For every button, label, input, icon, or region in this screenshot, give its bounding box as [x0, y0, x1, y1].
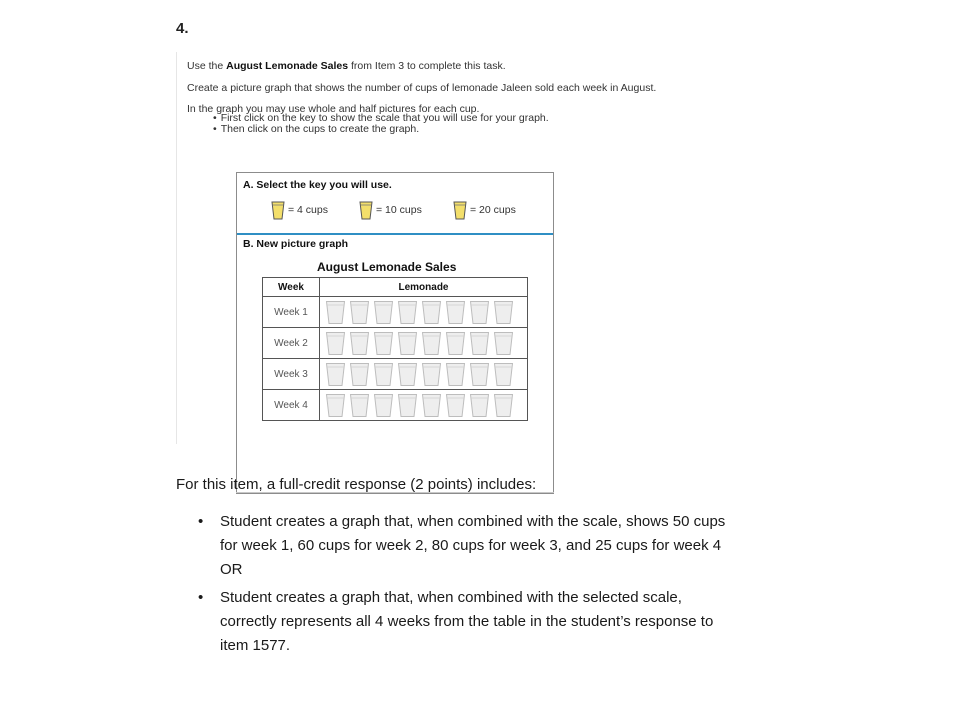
empty-cup-icon[interactable]: [421, 393, 442, 418]
empty-cup-icon[interactable]: [421, 362, 442, 387]
bullet-dot: •: [198, 513, 204, 530]
picture-graph-widget: [236, 172, 554, 494]
lemonade-cup-icon: [453, 201, 467, 220]
key-label: = 20 cups: [470, 204, 516, 216]
empty-cup-icon[interactable]: [397, 300, 418, 325]
column-header-lemonade: Lemonade: [320, 278, 528, 297]
empty-cup-icon[interactable]: [493, 393, 514, 418]
key-option-10-cups[interactable]: [359, 199, 422, 221]
week-label: Week 4: [263, 390, 320, 421]
rubric-bullet-1: [198, 510, 780, 582]
empty-cup-icon[interactable]: [421, 331, 442, 356]
cup-slots: [320, 297, 527, 327]
empty-cup-icon[interactable]: [493, 300, 514, 325]
key-section-title: A. Select the key you will use.: [243, 179, 392, 191]
empty-cup-icon[interactable]: [445, 300, 466, 325]
lemonade-cup-icon: [359, 201, 373, 220]
empty-cup-icon[interactable]: [373, 393, 394, 418]
empty-cup-icon[interactable]: [469, 362, 490, 387]
key-option-20-cups[interactable]: [453, 199, 516, 221]
empty-cup-icon[interactable]: [397, 393, 418, 418]
empty-cup-icon[interactable]: [445, 331, 466, 356]
empty-cup-icon[interactable]: [349, 393, 370, 418]
empty-cup-icon[interactable]: [445, 362, 466, 387]
graph-row-week-2: [263, 328, 528, 359]
empty-cup-icon[interactable]: [349, 331, 370, 356]
key-section: [237, 173, 553, 235]
empty-cup-icon[interactable]: [325, 393, 346, 418]
instruction-bullet: • First click on the key to show the scale that you will use for your graph.: [213, 113, 549, 124]
empty-cup-icon[interactable]: [349, 300, 370, 325]
graph-title: August Lemonade Sales: [317, 260, 457, 274]
cups-cell: [320, 297, 528, 328]
empty-cup-icon[interactable]: [325, 331, 346, 356]
rubric-line: for week 1, 60 cups for week 2, 80 cups for week 3, and 25 cups for week 4: [220, 537, 722, 554]
empty-cup-icon[interactable]: [373, 331, 394, 356]
empty-cup-icon[interactable]: [397, 362, 418, 387]
lemonade-cup-icon: [271, 201, 285, 220]
instruction-bullet: • Then click on the cups to create the graph.: [213, 124, 419, 135]
empty-cup-icon[interactable]: [493, 362, 514, 387]
rubric-line: item 1577.: [220, 637, 291, 654]
key-label: = 10 cups: [376, 204, 422, 216]
rubric-line: correctly represents all 4 weeks from the table in the student’s response to: [220, 613, 714, 630]
empty-cup-icon[interactable]: [469, 300, 490, 325]
task-panel: [176, 52, 757, 444]
item-number: 4.: [176, 20, 189, 37]
graph-row-week-1: [263, 297, 528, 328]
cup-slots: [320, 328, 527, 358]
bullet-dot: •: [198, 589, 204, 606]
cup-slots: [320, 359, 527, 389]
instruction-line-1: Use the August Lemonade Sales from Item 3 to complete this task.: [187, 60, 506, 72]
empty-cup-icon[interactable]: [493, 331, 514, 356]
week-label: Week 3: [263, 359, 320, 390]
rubric-line: Student creates a graph that, when combined with the scale, shows 50 cups: [220, 513, 726, 530]
column-header-week: Week: [263, 278, 320, 297]
empty-cup-icon[interactable]: [325, 362, 346, 387]
key-label: = 4 cups: [288, 204, 328, 216]
rubric-bullet-2: [198, 586, 780, 658]
empty-cup-icon[interactable]: [421, 300, 442, 325]
instruction-line-3: In the graph you may use whole and half pictures for each cup.: [187, 103, 480, 115]
cup-slots: [320, 390, 527, 420]
rubric-line: OR: [220, 561, 243, 578]
graph-row-week-4: [263, 390, 528, 421]
rubric-line: Student creates a graph that, when combined with the selected scale,: [220, 589, 682, 606]
empty-cup-icon[interactable]: [373, 362, 394, 387]
week-label: Week 2: [263, 328, 320, 359]
cups-cell: [320, 359, 528, 390]
graph-section-title: B. New picture graph: [243, 238, 349, 250]
instruction-line-2: Create a picture graph that shows the number of cups of lemonade Jaleen sold each week in August.: [187, 82, 657, 94]
empty-cup-icon[interactable]: [445, 393, 466, 418]
rubric-intro: For this item, a full-credit response (2 points) includes:: [176, 476, 537, 493]
week-label: Week 1: [263, 297, 320, 328]
empty-cup-icon[interactable]: [325, 300, 346, 325]
empty-cup-icon[interactable]: [349, 362, 370, 387]
empty-cup-icon[interactable]: [397, 331, 418, 356]
item3-reference: August Lemonade Sales: [226, 60, 349, 72]
key-option-4-cups[interactable]: [271, 199, 328, 221]
empty-cup-icon[interactable]: [469, 331, 490, 356]
cups-cell: [320, 328, 528, 359]
empty-cup-icon[interactable]: [373, 300, 394, 325]
picture-graph-table: [262, 277, 528, 421]
empty-cup-icon[interactable]: [469, 393, 490, 418]
cups-cell: [320, 390, 528, 421]
graph-row-week-3: [263, 359, 528, 390]
